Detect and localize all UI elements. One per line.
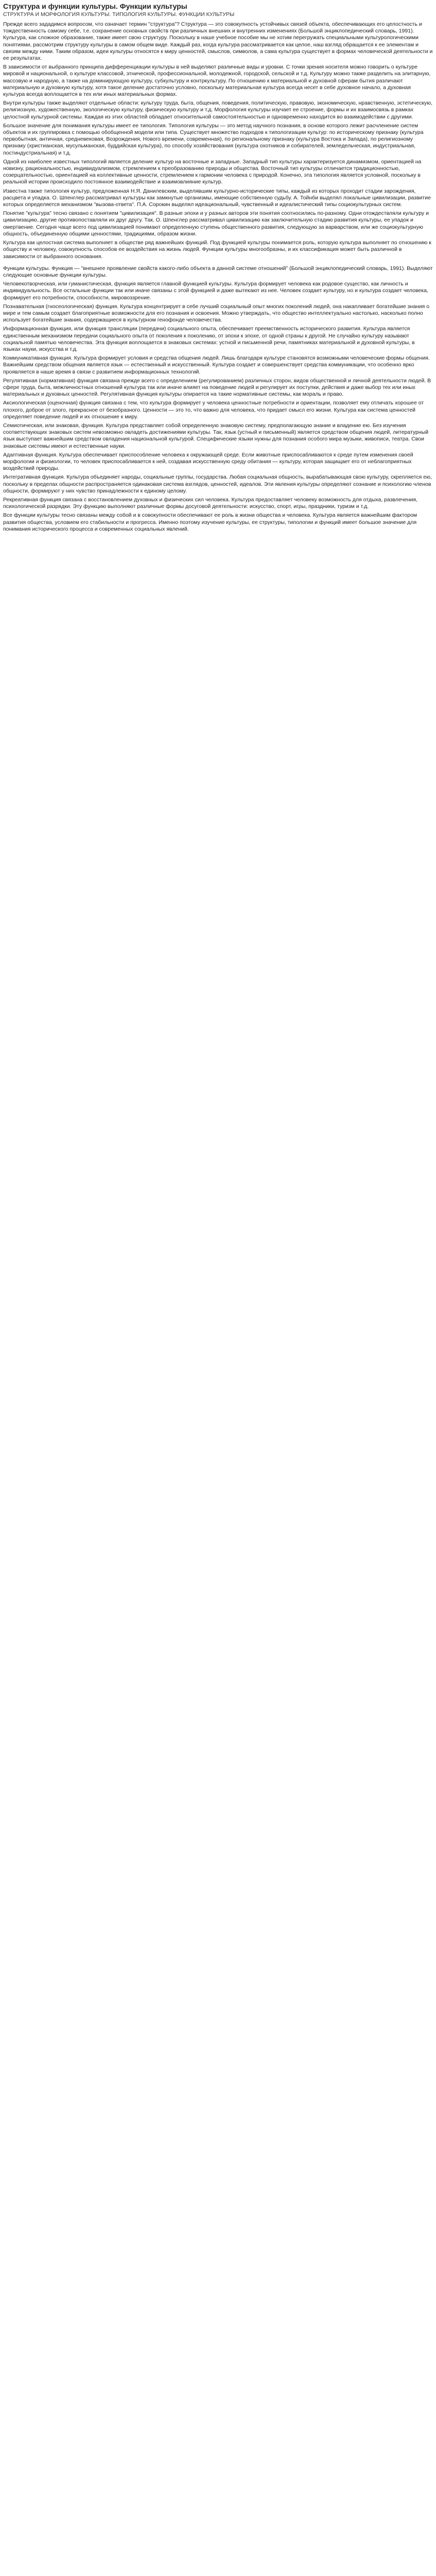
paragraph: Адаптивная функция. Культура обеспечивает приспособление человека к окружающей среде. Если животные приспосабливаются к среде путем изменения своей морфологии и физиологии, то человек приспосабливается к ней, создавая искусственную среду обитания — культуру, которая защищает его от неблагоприятных воздействий природы. [3,451,413,472]
page [0,0,436,538]
paragraph: Регулятивная (нормативная) функция связана прежде всего с определением (регулированием) различных сторон, видов общественной и личной деятельности людей. В сфере труда, быта, межличностных отношений культура так или иначе влияет на поведение людей и регулирует их поступки, действия и даже выбор тех или иных материальных и духовных ценностей. Регулятивная функция культуры опирается на такие нормативные системы, как мораль и право. [3,377,431,398]
page-title: Структура и функции культуры. Функции культуры [3,2,187,10]
paragraph: Понятие "культура" тесно связано с понятием "цивилизация". В разные эпохи и у разных авторов эти понятия соотносились по-разному. Одни отождествляли культуру и цивилизацию, другие противопоставляли их друг другу. Так, О. Шпенглер рассматривал цивилизацию как заключительную стадию развития культуры, ее упадок и омертвение. Сегодня чаще всего под цивилизацией понимают определенную ступень общественного развития, следующую за варварством, или же социокультурную общность, объединенную общими ценностями, традициями, образом жизни. [3,210,429,237]
paragraph: Большое значение для понимания культуры имеет ее типология. Типология культуры — это метод научного познания, в основе которого лежит расчленение систем объектов и их группировка с помощью обобщенной модели или типа. Существует множество подходов к типологизации культур: по историческому признаку (культура первобытная, античная, средневековая, Возрождения, Нового времени, современная), по региональному признаку (культура Востока и Запада), по религиозному признаку (христианская, мусульманская, буддийская культура), по способу хозяйствования (культура охотников и собирателей, земледельческая, индустриальная, постиндустриальная) и т.д. [3,122,424,156]
paragraph: Рекреативная функция связана с восстановлением духовных и физических сил человека. Культура предоставляет человеку возможность для отдыха, развлечения, психологической разрядки. Эту функцию выполняют различные формы досуговой деятельности: искусство, спорт, игры, праздники, туризм и т.д. [3,497,418,510]
paragraph: Человекотворческая, или гуманистическая, функция является главной функцией культуры. Культура формирует человека как родовое существо, как личность и индивидуальность. Все остальные функции так или иначе связаны с этой функцией и даже вытекают из нее. Человек создает культуру, но и культура создает человека, формирует его потребности, способности, мировоззрение. [3,281,428,301]
article-body [3,21,433,533]
page-subtitle: СТРУКТУРА И МОРФОЛОГИЯ КУЛЬТУРЫ. ТИПОЛОГИЯ КУЛЬТУРЫ. ФУНКЦИИ КУЛЬТУРЫ [3,11,235,18]
paragraph: В зависимости от выбранного принципа дифференциации культуры в ней выделяют различные виды и уровни. С точки зрения носителя можно говорить о культуре мировой и национальной, о культуре классовой, этнической, профессиональной, молодежной, городской, сельской и т.д. Культуру можно также разделить на элитарную, массовую и народную, а также на доминирующую культуру, субкультуру и контркультуру. По отношению к материальной и духовной сферам бытия различают материальную и духовную культуру, хотя такое деление достаточно условно, поскольку материальная культура всегда несет в себе духовное начало, а духовная культура всегда воплощается в тех или иных материальных формах. [3,64,431,98]
paragraph: Прежде всего зададимся вопросом, что означает термин "структура"? Структура — это совокупность устойчивых связей объекта, обеспечивающих его целостность и тождественность самому себе, т.е. сохранение основных свойств при различных внешних и внутренних изменениях (Большой энциклопедический словарь, 1991). Культура, как сложное образование, также имеет свою структуру. Поскольку в наше учебное пособие мы не хотим перегружать специальными культурологическими понятиями, рассмотрим структуру культуры в самом общем виде. Каждый раз, когда культура рассматривается как целое, наш взгляд обращается к ее элементам и связям между ними. Таким образом, идеи культуры относятся к миру ценностей, смыслов, символов, а сама культура существует в формах человеческой деятельности и ее результатах. [3,21,433,62]
paragraph: Аксиологическая (оценочная) функция связана с тем, что культура формирует у человека ценностные потребности и ориентации, позволяет ему отличать хорошее от плохого, доброе от злого, прекрасное от безобразного. Ценности — это то, что важно для человека, что придает смысл его жизни. Культура как система ценностей определяет поведение людей и их отношение к миру. [3,400,424,420]
paragraph: Семиотическая, или знаковая, функция. Культура представляет собой определенную знаковую систему, предполагающую знание и владение ею. Без изучения соответствующих знаковых систем невозможно овладеть достижениями культуры. Так, язык (устный и письменный) является средством общения людей, литературный язык выступает важнейшим средством овладения национальной культурой. Специфические языки нужны для познания особого мира музыки, живописи, театра. Свои знаковые системы имеют и естественные науки. [3,422,429,449]
paragraph: Известна также типология культур, предложенная Н.Я. Данилевским, выделявшим культурно-исторические типы, каждый из которых проходит стадии зарождения, расцвета и упадка. О. Шпенглер рассматривал культуры как замкнутые организмы, имеющие собственную судьбу. А. Тойнби выделял локальные цивилизации, развитие которых определяется механизмом "вызова-ответа". П.А. Сорокин выделял идеациональный, чувственный и идеалистический типы социокультурных систем. [3,188,431,208]
paragraph: Культура как целостная система выполняет в обществе ряд важнейших функций. Под функцией культуры понимается роль, которую культура выполняет по отношению к обществу и человеку, совокупность способов ее воздействия на жизнь людей. Функции культуры многообразны, и их классификация может быть различной в зависимости от выбранного основания. [3,240,431,260]
paragraph: Одной из наиболее известных типологий является деление культур на восточные и западные. Западный тип культуры характеризуется динамизмом, ориентацией на новизну, рациональностью, индивидуализмом, стремлением к преобразованию природы и общества. Восточный тип культуры отличается традиционностью, созерцательностью, ориентацией на коллективные ценности, стремлением к гармонии человека с природой. Конечно, эта типология является условной, поскольку в реальной истории происходило постоянное взаимодействие и взаимовлияние культур. [3,158,422,185]
paragraph: Коммуникативная функция. Культура формирует условия и средства общения людей. Лишь благодаря культуре становятся возможными человеческие формы общения. Важнейшим средством общения является язык — естественный и искусственный. Культура создает и совершенствует средства коммуникации, что особенно ярко проявляется в наше время в связи с развитием информационных технологий. [3,355,430,375]
paragraph: Все функции культуры тесно связаны между собой и в совокупности обеспечивают ее роль в жизни общества и человека. Культура является важнейшим фактором развития общества, условием его стабильности и прогресса. Именно поэтому изучение культуры, ее структуры, типологии и функций имеет большое значение для понимания исторического процесса и современных социальных явлений. [3,512,417,532]
functions-intro-paragraph: Функции культуры. Функция — "внешнее проявление свойств какого-либо объекта в данной системе отношений" (Большой энциклопедический словарь, 1991). Выделяют следующие основные функции культуры. [3,265,433,278]
paragraph: Внутри культуры также выделяют отдельные области: культуру труда, быта, общения, поведения, политическую, правовую, экономическую, нравственную, эстетическую, религиозную, художественную, экологическую культуру, физическую культуру и т.д. Морфология культуры изучает ее строение, формы и их взаимосвязь в рамках целостной культурной системы. Каждая из этих областей обладает относительной самостоятельностью и одновременно находится во взаимодействии с другими. [3,100,433,120]
paragraph: Познавательная (гносеологическая) функция. Культура концентрирует в себе лучший социальный опыт многих поколений людей, она накапливает богатейшие знания о мире и тем самым создает благоприятные возможности для его познания и освоения. Можно утверждать, что общество интеллектуально настолько, насколько полно использует богатейшие знания, содержащиеся в культурном генофонде человечества. [3,303,430,324]
paragraph: Интегративная функция. Культура объединяет народы, социальные группы, государства. Любая социальная общность, вырабатывающая свою культуру, скрепляется ею, поскольку в пределах общности распространяется одинаковая система взглядов, ценностей, идеалов. Эти явления культуры определяют сознание и психологию членов общности, формируют у них чувство принадлежности к единому целому. [3,474,432,494]
paragraph: Информационная функция, или функция трансляции (передачи) социального опыта, обеспечивает преемственность исторического развития. Культура является единственным механизмом передачи социального опыта от поколения к поколению, от эпохи к эпохе, от одной страны к другой. Не случайно культуру называют социальной памятью человечества. Эта функция воплощается в знаковых системах: устной и письменной речи, памятниках материальной и духовной культуры, в языках науки, искусства и т.д. [3,326,415,352]
